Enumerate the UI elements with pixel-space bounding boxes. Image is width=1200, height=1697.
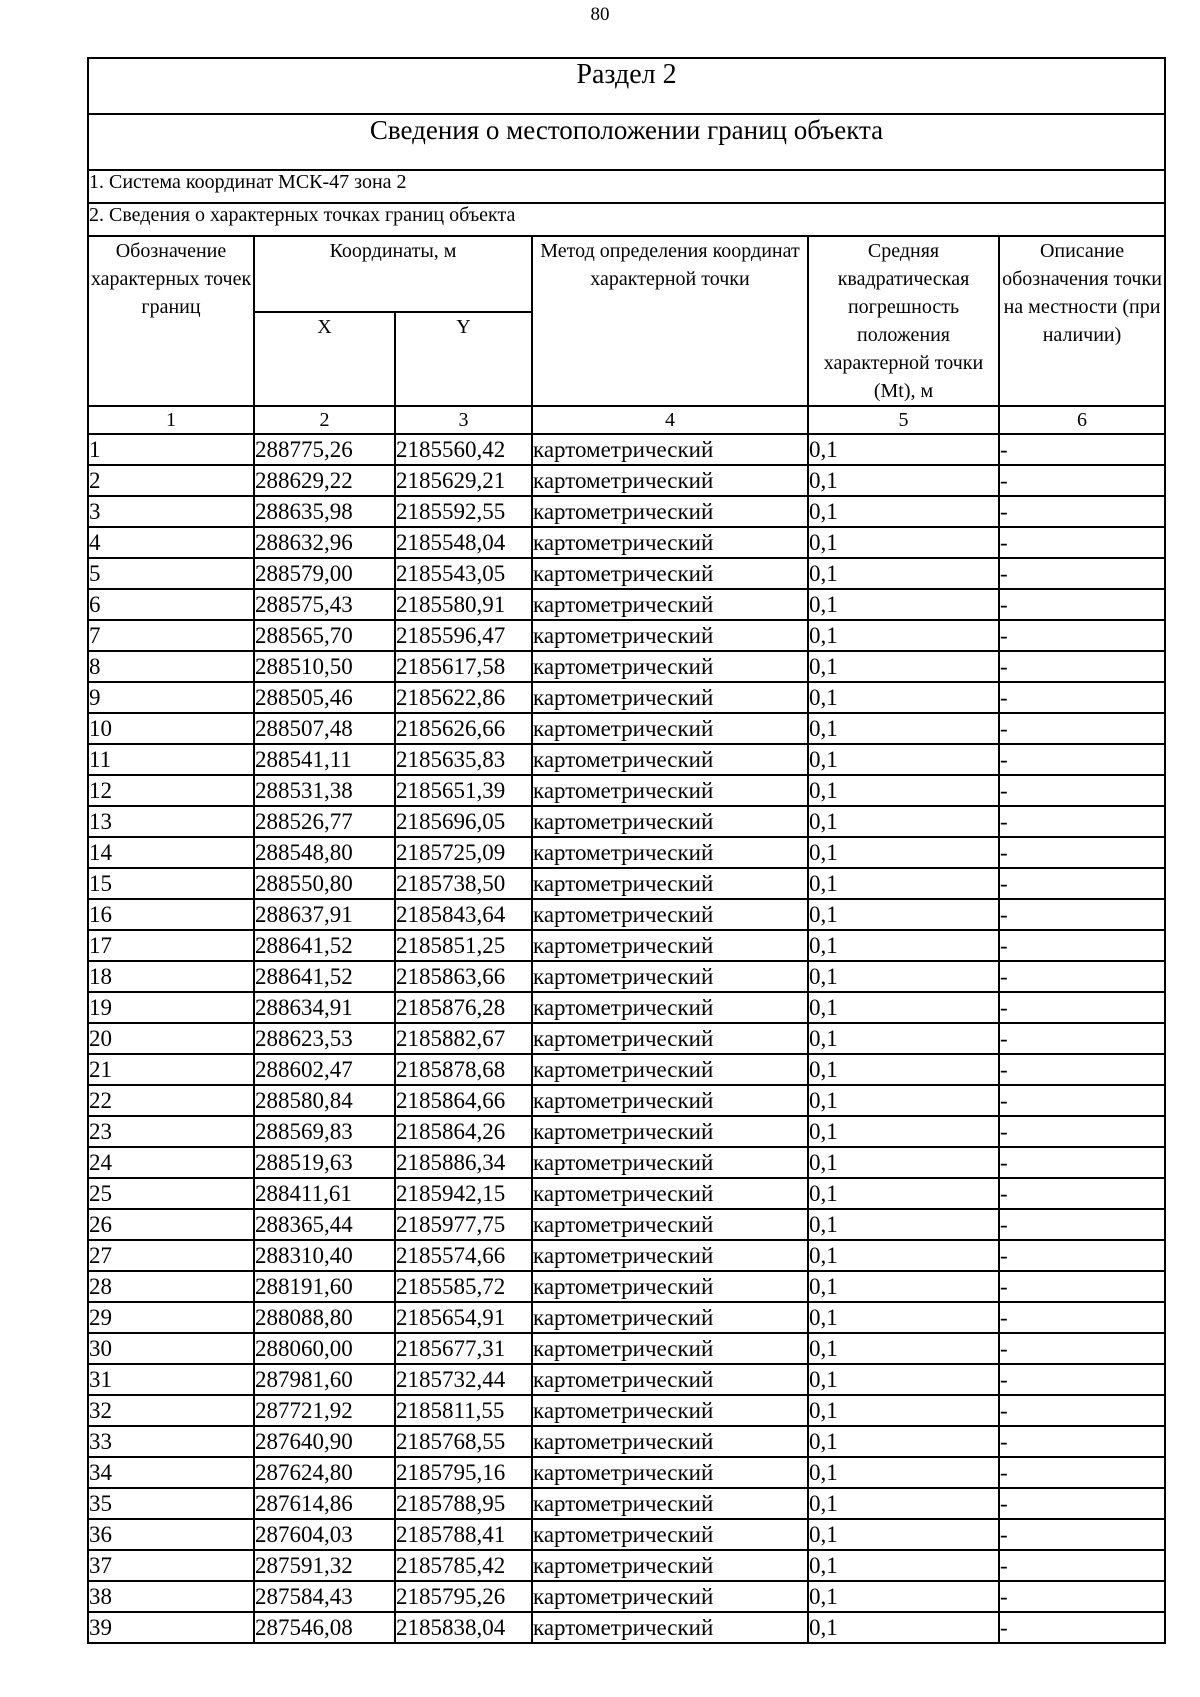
description-cell: - (999, 589, 1165, 620)
column-number: 4 (532, 406, 808, 434)
mt-cell: 0,1 (808, 1271, 999, 1302)
description-cell: - (999, 1457, 1165, 1488)
mt-cell: 0,1 (808, 434, 999, 465)
y-cell: 2185548,04 (395, 527, 532, 558)
method-cell: картометрический (532, 558, 808, 589)
table-row (88, 868, 1165, 899)
header-error: Средняя квадратическая погрешность положения характерной точки (Mt), м (808, 236, 999, 406)
mt-cell: 0,1 (808, 527, 999, 558)
description-cell: - (999, 527, 1165, 558)
column-number: 6 (999, 406, 1165, 434)
column-number: 2 (254, 406, 395, 434)
mt-cell: 0,1 (808, 868, 999, 899)
table-row (88, 496, 1165, 527)
x-cell: 288580,84 (254, 1085, 395, 1116)
point-id-cell: 39 (88, 1612, 254, 1643)
method-cell: картометрический (532, 899, 808, 930)
point-id-cell: 22 (88, 1085, 254, 1116)
description-cell: - (999, 837, 1165, 868)
method-cell: картометрический (532, 1550, 808, 1581)
table-row (88, 1612, 1165, 1643)
y-cell: 2185574,66 (395, 1240, 532, 1271)
table-row (88, 713, 1165, 744)
method-cell: картометрический (532, 744, 808, 775)
x-cell: 287584,43 (254, 1581, 395, 1612)
x-cell: 287591,32 (254, 1550, 395, 1581)
description-cell: - (999, 1054, 1165, 1085)
point-id-cell: 3 (88, 496, 254, 527)
y-cell: 2185864,26 (395, 1116, 532, 1147)
y-cell: 2185795,26 (395, 1581, 532, 1612)
x-cell: 288635,98 (254, 496, 395, 527)
x-cell: 288641,52 (254, 961, 395, 992)
y-cell: 2185696,05 (395, 806, 532, 837)
coordinate-system-row (88, 170, 1165, 203)
title-row (88, 114, 1165, 170)
y-cell: 2185785,42 (395, 1550, 532, 1581)
method-cell: картометрический (532, 1488, 808, 1519)
description-cell: - (999, 1519, 1165, 1550)
description-cell: - (999, 651, 1165, 682)
method-cell: картометрический (532, 1581, 808, 1612)
x-cell: 288579,00 (254, 558, 395, 589)
mt-cell: 0,1 (808, 1302, 999, 1333)
y-cell: 2185851,25 (395, 930, 532, 961)
point-id-cell: 20 (88, 1023, 254, 1054)
point-id-cell: 6 (88, 589, 254, 620)
method-cell: картометрический (532, 1333, 808, 1364)
table-row (88, 1085, 1165, 1116)
table-row (88, 1550, 1165, 1581)
mt-cell: 0,1 (808, 496, 999, 527)
y-cell: 2185788,95 (395, 1488, 532, 1519)
header-method: Метод определения координат характерной точки (532, 236, 808, 406)
header-designation: Обозначение характерных точек границ (88, 236, 254, 406)
table-row (88, 1054, 1165, 1085)
point-id-cell: 29 (88, 1302, 254, 1333)
table-row (88, 1364, 1165, 1395)
y-cell: 2185635,83 (395, 744, 532, 775)
mt-cell: 0,1 (808, 1519, 999, 1550)
method-cell: картометрический (532, 1395, 808, 1426)
y-cell: 2185788,41 (395, 1519, 532, 1550)
mt-cell: 0,1 (808, 1116, 999, 1147)
x-cell: 288526,77 (254, 806, 395, 837)
description-cell: - (999, 434, 1165, 465)
point-id-cell: 21 (88, 1054, 254, 1085)
x-cell: 288510,50 (254, 651, 395, 682)
method-cell: картометрический (532, 1054, 808, 1085)
mt-cell: 0,1 (808, 1023, 999, 1054)
y-cell: 2185626,66 (395, 713, 532, 744)
point-id-cell: 9 (88, 682, 254, 713)
y-cell: 2185838,04 (395, 1612, 532, 1643)
mt-cell: 0,1 (808, 1550, 999, 1581)
mt-cell: 0,1 (808, 1426, 999, 1457)
table-row (88, 1116, 1165, 1147)
mt-cell: 0,1 (808, 1147, 999, 1178)
point-id-cell: 13 (88, 806, 254, 837)
y-cell: 2185878,68 (395, 1054, 532, 1085)
point-id-cell: 11 (88, 744, 254, 775)
y-cell: 2185560,42 (395, 434, 532, 465)
point-id-cell: 31 (88, 1364, 254, 1395)
description-cell: - (999, 930, 1165, 961)
mt-cell: 0,1 (808, 1240, 999, 1271)
header-coordinates: Координаты, м (254, 236, 532, 312)
mt-cell: 0,1 (808, 899, 999, 930)
section-row (88, 58, 1165, 114)
method-cell: картометрический (532, 589, 808, 620)
method-cell: картометрический (532, 1426, 808, 1457)
x-cell: 288531,38 (254, 775, 395, 806)
method-cell: картометрический (532, 1364, 808, 1395)
x-cell: 287981,60 (254, 1364, 395, 1395)
x-cell: 288634,91 (254, 992, 395, 1023)
description-cell: - (999, 713, 1165, 744)
description-cell: - (999, 1550, 1165, 1581)
y-cell: 2185651,39 (395, 775, 532, 806)
point-id-cell: 33 (88, 1426, 254, 1457)
point-id-cell: 12 (88, 775, 254, 806)
description-cell: - (999, 1581, 1165, 1612)
point-id-cell: 34 (88, 1457, 254, 1488)
mt-cell: 0,1 (808, 682, 999, 713)
mt-cell: 0,1 (808, 806, 999, 837)
method-cell: картометрический (532, 1023, 808, 1054)
x-cell: 287624,80 (254, 1457, 395, 1488)
method-cell: картометрический (532, 713, 808, 744)
table-row (88, 434, 1165, 465)
method-cell: картометрический (532, 1240, 808, 1271)
point-id-cell: 8 (88, 651, 254, 682)
y-cell: 2185863,66 (395, 961, 532, 992)
method-cell: картометрический (532, 1147, 808, 1178)
boundary-points-table (87, 57, 1166, 1644)
description-cell: - (999, 1302, 1165, 1333)
table-row (88, 930, 1165, 961)
point-id-cell: 16 (88, 899, 254, 930)
description-cell: - (999, 1271, 1165, 1302)
mt-cell: 0,1 (808, 775, 999, 806)
table-row (88, 1147, 1165, 1178)
mt-cell: 0,1 (808, 1457, 999, 1488)
point-id-cell: 35 (88, 1488, 254, 1519)
table-row (88, 1581, 1165, 1612)
table-row (88, 1209, 1165, 1240)
description-cell: - (999, 899, 1165, 930)
x-cell: 288548,80 (254, 837, 395, 868)
description-cell: - (999, 1395, 1165, 1426)
description-cell: - (999, 1147, 1165, 1178)
table-row (88, 682, 1165, 713)
point-id-cell: 23 (88, 1116, 254, 1147)
y-cell: 2185732,44 (395, 1364, 532, 1395)
description-cell: - (999, 558, 1165, 589)
x-cell: 288775,26 (254, 434, 395, 465)
x-cell: 288365,44 (254, 1209, 395, 1240)
method-cell: картометрический (532, 1209, 808, 1240)
method-cell: картометрический (532, 868, 808, 899)
points-info: 2. Сведения о характерных точках границ объекта (88, 203, 1165, 236)
y-cell: 2185654,91 (395, 1302, 532, 1333)
y-cell: 2185977,75 (395, 1209, 532, 1240)
description-cell: - (999, 620, 1165, 651)
point-id-cell: 38 (88, 1581, 254, 1612)
point-id-cell: 2 (88, 465, 254, 496)
point-id-cell: 10 (88, 713, 254, 744)
y-cell: 2185882,67 (395, 1023, 532, 1054)
x-cell: 288565,70 (254, 620, 395, 651)
header-description: Описание обозначения точки на местности (при наличии) (999, 236, 1165, 406)
method-cell: картометрический (532, 620, 808, 651)
column-number: 1 (88, 406, 254, 434)
point-id-cell: 37 (88, 1550, 254, 1581)
point-id-cell: 18 (88, 961, 254, 992)
x-cell: 287614,86 (254, 1488, 395, 1519)
y-cell: 2185768,55 (395, 1426, 532, 1457)
x-cell: 287640,90 (254, 1426, 395, 1457)
method-cell: картометрический (532, 775, 808, 806)
method-cell: картометрический (532, 961, 808, 992)
method-cell: картометрический (532, 806, 808, 837)
x-cell: 287721,92 (254, 1395, 395, 1426)
y-cell: 2185629,21 (395, 465, 532, 496)
x-cell: 288623,53 (254, 1023, 395, 1054)
x-cell: 288629,22 (254, 465, 395, 496)
point-id-cell: 25 (88, 1178, 254, 1209)
description-cell: - (999, 496, 1165, 527)
x-cell: 288060,00 (254, 1333, 395, 1364)
table-row (88, 1178, 1165, 1209)
point-id-cell: 15 (88, 868, 254, 899)
table-row (88, 744, 1165, 775)
method-cell: картометрический (532, 992, 808, 1023)
table-row (88, 961, 1165, 992)
point-id-cell: 19 (88, 992, 254, 1023)
table-row (88, 589, 1165, 620)
mt-cell: 0,1 (808, 744, 999, 775)
x-cell: 288505,46 (254, 682, 395, 713)
description-cell: - (999, 1426, 1165, 1457)
method-cell: картометрический (532, 1457, 808, 1488)
mt-cell: 0,1 (808, 930, 999, 961)
x-cell: 288569,83 (254, 1116, 395, 1147)
table-row (88, 465, 1165, 496)
table-row (88, 651, 1165, 682)
description-cell: - (999, 1178, 1165, 1209)
point-id-cell: 17 (88, 930, 254, 961)
table-row (88, 558, 1165, 589)
method-cell: картометрический (532, 496, 808, 527)
method-cell: картометрический (532, 527, 808, 558)
point-id-cell: 32 (88, 1395, 254, 1426)
y-cell: 2185543,05 (395, 558, 532, 589)
point-id-cell: 24 (88, 1147, 254, 1178)
mt-cell: 0,1 (808, 1054, 999, 1085)
method-cell: картометрический (532, 930, 808, 961)
table-row (88, 1240, 1165, 1271)
x-cell: 288088,80 (254, 1302, 395, 1333)
point-id-cell: 7 (88, 620, 254, 651)
x-cell: 288519,63 (254, 1147, 395, 1178)
table-row (88, 1302, 1165, 1333)
description-cell: - (999, 1116, 1165, 1147)
mt-cell: 0,1 (808, 1333, 999, 1364)
mt-cell: 0,1 (808, 1364, 999, 1395)
point-id-cell: 14 (88, 837, 254, 868)
point-id-cell: 26 (88, 1209, 254, 1240)
method-cell: картометрический (532, 1519, 808, 1550)
table-row (88, 775, 1165, 806)
x-cell: 288632,96 (254, 527, 395, 558)
y-cell: 2185886,34 (395, 1147, 532, 1178)
table-row (88, 837, 1165, 868)
y-cell: 2185617,58 (395, 651, 532, 682)
y-cell: 2185843,64 (395, 899, 532, 930)
y-cell: 2185738,50 (395, 868, 532, 899)
table-row (88, 1488, 1165, 1519)
x-cell: 288310,40 (254, 1240, 395, 1271)
point-id-cell: 27 (88, 1240, 254, 1271)
mt-cell: 0,1 (808, 992, 999, 1023)
point-id-cell: 36 (88, 1519, 254, 1550)
x-cell: 288507,48 (254, 713, 395, 744)
description-cell: - (999, 1364, 1165, 1395)
method-cell: картометрический (532, 1178, 808, 1209)
mt-cell: 0,1 (808, 1488, 999, 1519)
table-row (88, 899, 1165, 930)
y-cell: 2185592,55 (395, 496, 532, 527)
table-row (88, 1271, 1165, 1302)
mt-cell: 0,1 (808, 558, 999, 589)
method-cell: картометрический (532, 1271, 808, 1302)
point-id-cell: 5 (88, 558, 254, 589)
method-cell: картометрический (532, 1612, 808, 1643)
table-row (88, 1333, 1165, 1364)
method-cell: картометрический (532, 1302, 808, 1333)
y-cell: 2185942,15 (395, 1178, 532, 1209)
mt-cell: 0,1 (808, 620, 999, 651)
x-cell: 287546,08 (254, 1612, 395, 1643)
table-row (88, 527, 1165, 558)
page-number: 80 (590, 4, 610, 25)
mt-cell: 0,1 (808, 1612, 999, 1643)
mt-cell: 0,1 (808, 589, 999, 620)
y-cell: 2185585,72 (395, 1271, 532, 1302)
coordinate-system: 1. Система координат МСК-47 зона 2 (88, 170, 1165, 203)
description-cell: - (999, 775, 1165, 806)
x-cell: 288575,43 (254, 589, 395, 620)
y-cell: 2185795,16 (395, 1457, 532, 1488)
points-info-row (88, 203, 1165, 236)
table-row (88, 1395, 1165, 1426)
y-cell: 2185677,31 (395, 1333, 532, 1364)
mt-cell: 0,1 (808, 1581, 999, 1612)
x-cell: 288602,47 (254, 1054, 395, 1085)
y-cell: 2185622,86 (395, 682, 532, 713)
method-cell: картометрический (532, 1116, 808, 1147)
method-cell: картометрический (532, 1085, 808, 1116)
x-cell: 287604,03 (254, 1519, 395, 1550)
table-row (88, 1519, 1165, 1550)
table-title: Сведения о местоположении границ объекта (88, 114, 1165, 170)
description-cell: - (999, 806, 1165, 837)
mt-cell: 0,1 (808, 1178, 999, 1209)
column-number: 3 (395, 406, 532, 434)
method-cell: картометрический (532, 434, 808, 465)
mt-cell: 0,1 (808, 837, 999, 868)
table-row (88, 806, 1165, 837)
description-cell: - (999, 992, 1165, 1023)
mt-cell: 0,1 (808, 651, 999, 682)
x-cell: 288191,60 (254, 1271, 395, 1302)
description-cell: - (999, 1612, 1165, 1643)
description-cell: - (999, 1209, 1165, 1240)
description-cell: - (999, 868, 1165, 899)
point-id-cell: 4 (88, 527, 254, 558)
description-cell: - (999, 465, 1165, 496)
mt-cell: 0,1 (808, 961, 999, 992)
y-cell: 2185876,28 (395, 992, 532, 1023)
x-cell: 288411,61 (254, 1178, 395, 1209)
point-id-cell: 30 (88, 1333, 254, 1364)
x-cell: 288637,91 (254, 899, 395, 930)
description-cell: - (999, 1023, 1165, 1054)
mt-cell: 0,1 (808, 1209, 999, 1240)
header-y: Y (395, 312, 532, 406)
table-row (88, 620, 1165, 651)
mt-cell: 0,1 (808, 465, 999, 496)
table-row (88, 1426, 1165, 1457)
description-cell: - (999, 1240, 1165, 1271)
method-cell: картометрический (532, 682, 808, 713)
header-row (88, 236, 1165, 312)
y-cell: 2185811,55 (395, 1395, 532, 1426)
header-x: X (254, 312, 395, 406)
method-cell: картометрический (532, 465, 808, 496)
section-title: Раздел 2 (88, 58, 1165, 114)
description-cell: - (999, 1488, 1165, 1519)
table-row (88, 1457, 1165, 1488)
column-numbers-row (88, 406, 1165, 434)
mt-cell: 0,1 (808, 1085, 999, 1116)
y-cell: 2185864,66 (395, 1085, 532, 1116)
point-id-cell: 1 (88, 434, 254, 465)
y-cell: 2185596,47 (395, 620, 532, 651)
mt-cell: 0,1 (808, 713, 999, 744)
description-cell: - (999, 744, 1165, 775)
point-id-cell: 28 (88, 1271, 254, 1302)
mt-cell: 0,1 (808, 1395, 999, 1426)
description-cell: - (999, 1333, 1165, 1364)
y-cell: 2185580,91 (395, 589, 532, 620)
column-number: 5 (808, 406, 999, 434)
description-cell: - (999, 961, 1165, 992)
description-cell: - (999, 1085, 1165, 1116)
table-row (88, 1023, 1165, 1054)
y-cell: 2185725,09 (395, 837, 532, 868)
table-row (88, 992, 1165, 1023)
x-cell: 288550,80 (254, 868, 395, 899)
x-cell: 288541,11 (254, 744, 395, 775)
method-cell: картометрический (532, 837, 808, 868)
method-cell: картометрический (532, 651, 808, 682)
x-cell: 288641,52 (254, 930, 395, 961)
description-cell: - (999, 682, 1165, 713)
